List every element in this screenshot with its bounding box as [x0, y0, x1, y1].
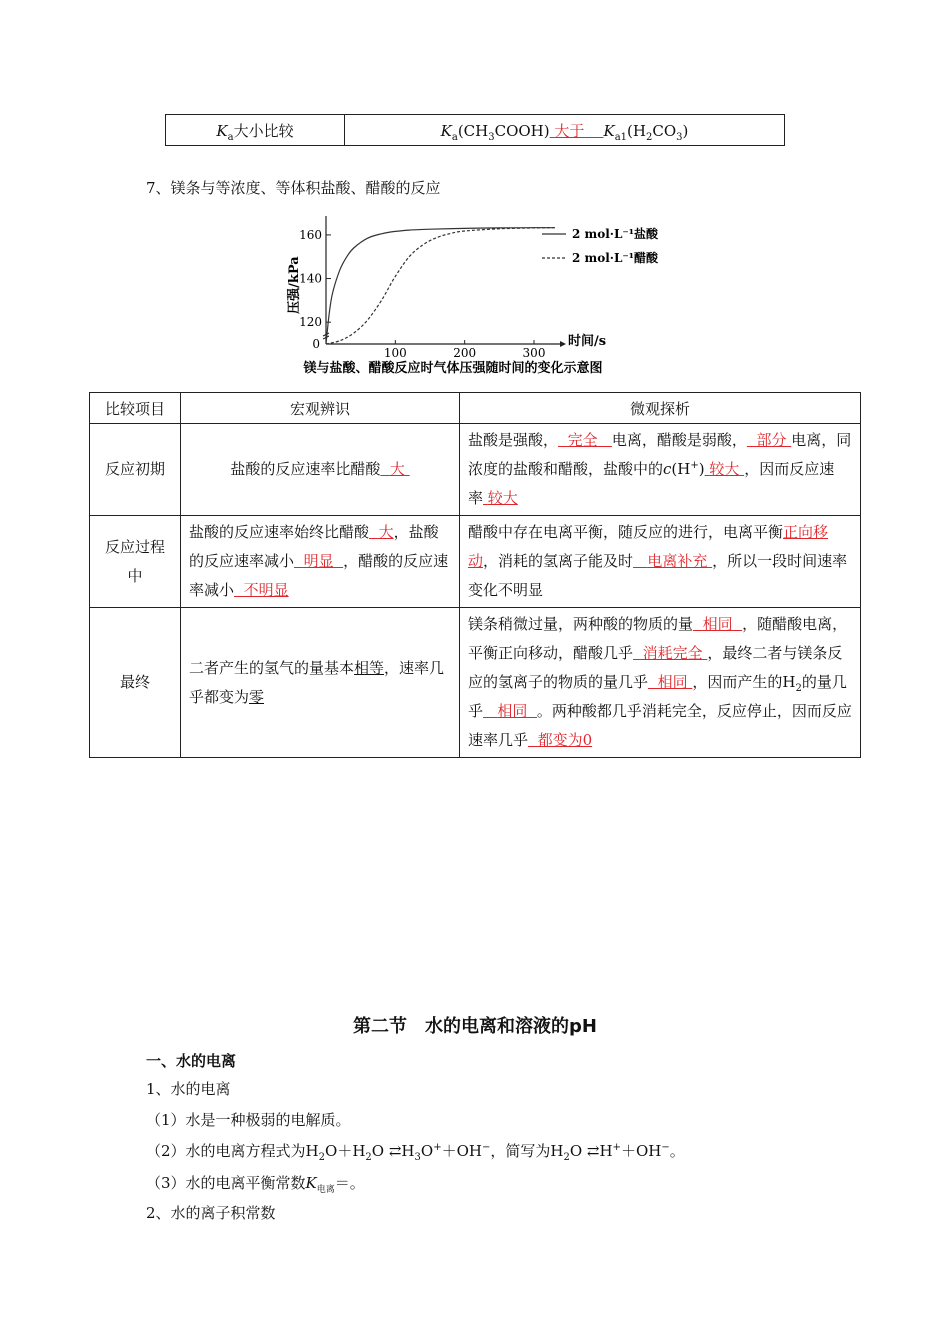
heading-water-ionization: 一、水的电离: [146, 1052, 237, 1070]
table-row: [90, 516, 861, 608]
table-row: [166, 115, 785, 146]
x-tick-label: 200: [453, 346, 477, 360]
paragraph-2: （2）水的电离方程式为$H_2O+H_2O$ $⇄H_3O^++OH^-$，简写为$H_2O$ ⇄H+＋OH−。: [146, 1142, 685, 1163]
y-tick-label: 140: [299, 271, 322, 286]
table-row: [90, 424, 861, 516]
row-macro-process: 盐酸的反应速率始终比醋酸 大，盐酸的反应速率减小 明显 ，醋酸的反应速率减小 不明显: [181, 516, 460, 608]
pressure-time-chart: [270, 212, 690, 382]
k-symbol: K: [216, 121, 228, 140]
x-axis-label: 时间/s: [568, 334, 607, 349]
x-axis-arrow: [560, 341, 566, 347]
paragraph-1: （1）水是一种极弱的电解质。: [146, 1111, 351, 1129]
series-acetic-line: [326, 228, 555, 344]
subheading-2: 2、水的离子积常数: [146, 1204, 276, 1222]
ka-formula-cell: $K_a(CH_3COOH)$ 大于 $K_{a1}(H_2CO_3)$: [345, 115, 785, 146]
series-hcl-line: [326, 228, 555, 344]
row-micro-final: 镁条稍微过量，两种酸的物质的量 相同 ，随醋酸电离，平衡正向移动，醋酸几乎 消耗完全 ，最终二者与镁条反应的氢离子的物质的量几乎 相同 ，因而产生的$H_2$的量几乎 相同 。两种酸都几乎消耗完全，反应停止，因而反应速率几乎 都变为0: [460, 608, 861, 758]
y-tick-label: 120: [299, 315, 322, 330]
row-item-initial: 反应初期: [90, 424, 181, 516]
section-title: 第二节 水的电离和溶液的pH: [353, 1016, 597, 1037]
x-tick-label: 300: [522, 346, 546, 360]
chart-legend: [542, 226, 659, 265]
row-macro-initial: 盐酸的反应速率比醋酸 大: [181, 424, 460, 516]
legend-label: 2 mol·L⁻¹醋酸: [572, 251, 658, 265]
header-item: 比较项目: [90, 393, 181, 424]
row-micro-initial: 盐酸是强酸， 完全 电离，醋酸是弱酸， 部分 电离，同浓度的盐酸和醋酸，盐酸中的c(H+) 较大 ，因而反应速率 较大: [460, 424, 861, 516]
row-macro-final: 二者产生的氢气的量基本相等，速率几乎都变为零: [181, 608, 460, 758]
y-tick-label: 160: [299, 227, 322, 242]
chart-title: 镁与盐酸、醋酸反应时气体压强随时间的变化示意图: [303, 361, 603, 376]
ka-label-cell: $K_a$大小比较: [166, 115, 345, 146]
comparison-table: [89, 392, 861, 758]
header-macro: 宏观辨识: [181, 393, 460, 424]
row-item-final: 最终: [90, 608, 181, 758]
table-header-row: [90, 393, 861, 424]
y-axis-label: 压强/kPa: [287, 256, 302, 314]
table-row: [90, 608, 861, 758]
row-micro-process: 醋酸中存在电离平衡，随反应的进行，电离平衡正向移动，消耗的氢离子能及时 电离补充 ，所以一段时间速率变化不明显: [460, 516, 861, 608]
ka-comparison-table: [165, 114, 785, 146]
x-tick-label: 100: [383, 346, 407, 360]
subheading-1: 1、水的电离: [146, 1080, 231, 1098]
legend-label: 2 mol·L⁻¹盐酸: [572, 227, 658, 241]
origin-label: 0: [312, 337, 320, 351]
header-micro: 微观探析: [460, 393, 861, 424]
row-item-process: 反应过程中: [90, 516, 181, 608]
item-7-heading: 7、镁条与等浓度、等体积盐酸、醋酸的反应: [146, 179, 441, 197]
chart-series: [326, 228, 555, 344]
paragraph-3: （3）水的电离平衡常数$K_{电离}=$。: [146, 1174, 365, 1195]
answer-blank: 大于: [554, 121, 585, 140]
